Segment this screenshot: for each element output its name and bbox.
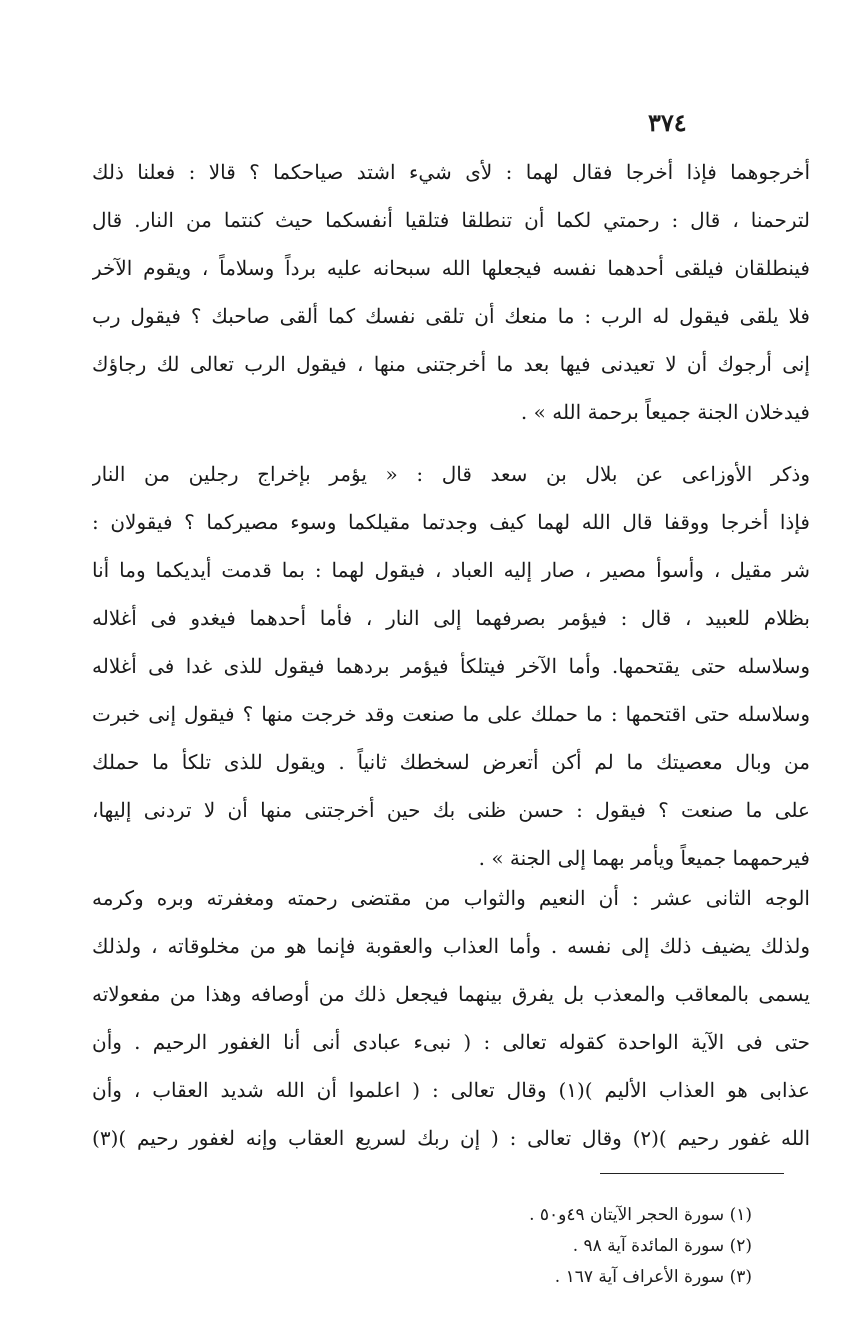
text-line: على ما صنعت ؟ فيقول : حسن ظنى بك حين أخرجتنى منها أن لا تردنى إليها،	[92, 798, 810, 822]
text-line: ولذلك يضيف ذلك إلى نفسه . وأما العذاب والعقوبة فإنما هو من مخلوقاته ، ولذلك	[92, 934, 810, 958]
text-line: فإذا أخرجا ووقفا قال الله لهما كيف وجدتما مقيلكما وسوء مصيركما ؟ فيقولان :	[92, 510, 810, 534]
paragraph-3	[92, 874, 810, 1162]
footnote-separator	[600, 1173, 784, 1174]
text-line: أخرجوهما فإذا أخرجا فقال لهما : لأى شيء اشتد صياحكما ؟ قالا : فعلنا ذلك	[92, 160, 810, 184]
text-line: لترحمنا ، قال : رحمتي لكما أن تنطلقا فتلقيا أنفسكما حيث كنتما من النار. قال	[92, 208, 810, 232]
text-line: بظلام للعبيد ، قال : فيؤمر بصرفهما إلى النار ، فأما أحدهما فيغدو فى أغلاله	[92, 606, 810, 630]
text-line: وسلاسله حتى يقتحمها. وأما الآخر فيتلكأ فيؤمر بردهما فيقول للذى غدا فى أغلاله	[92, 654, 810, 678]
text-line: إنى أرجوك أن لا تعيدنى فيها بعد ما أخرجتنى منها ، فيقول الرب تعالى لك رجاؤك	[92, 352, 810, 376]
text-line: فينطلقان فيلقى أحدهما نفسه فيجعلها الله سبحانه عليه برداً وسلاماً ، ويقوم الآخر	[92, 256, 810, 280]
text-line: فيدخلان الجنة جميعاً برحمة الله » .	[520, 400, 810, 424]
text-line: الله غفور رحيم )(٢) وقال تعالى : ( إن ربك لسريع العقاب وإنه لغفور رحيم )(٣)	[92, 1126, 810, 1150]
text-line: حتى فى الآية الواحدة كقوله تعالى : ( نبىء عبادى أنى أنا الغفور الرحيم . وأن	[92, 1030, 810, 1054]
paragraph-1	[92, 148, 810, 436]
footnotes	[380, 1200, 752, 1293]
paragraph-2	[92, 450, 810, 882]
footnote-2: (٢) سورة المائدة آية ٩٨ .	[572, 1236, 752, 1256]
text-line: من وبال معصيتك ما لم أكن أتعرض لسخطك ثانياً . ويقول للذى تلكأ ما حملك	[92, 750, 810, 774]
text-line: يسمى بالمعاقب والمعذب بل يفرق بينهما فيجعل ذلك من أوصافه وهذا من مفعولاته	[92, 982, 810, 1006]
text-line: فيرحمهما جميعاً ويأمر بهما إلى الجنة » .	[478, 846, 810, 870]
text-line: وذكر الأوزاعى عن بلال بن سعد قال : « يؤمر بإخراج رجلين من النار	[92, 462, 810, 486]
text-line: فلا يلقى فيقول له الرب : ما منعك أن تلقى نفسك كما ألقى صاحبك ؟ فيقول رب	[92, 304, 810, 328]
footnote-3: (٣) سورة الأعراف آية ١٦٧ .	[554, 1267, 752, 1287]
text-line: شر مقيل ، وأسوأ مصير ، صار إليه العباد ، فيقول لهما : بما قدمت أيديكما وما أنا	[92, 558, 810, 582]
page-number: ٣٧٤	[648, 108, 687, 137]
text-line: عذابى هو العذاب الأليم )(١) وقال تعالى : ( اعلموا أن الله شديد العقاب ، وأن	[92, 1078, 810, 1102]
text-line: وسلاسله حتى اقتحمها : ما حملك على ما صنعت وقد خرجت منها ؟ فيقول إنى خبرت	[92, 702, 810, 726]
footnote-1: (١) سورة الحجر الآيتان ٤٩و٥٠ .	[529, 1205, 752, 1225]
text-line: الوجه الثانى عشر : أن النعيم والثواب من مقتضى رحمته ومغفرته وبره وكرمه	[92, 886, 810, 910]
